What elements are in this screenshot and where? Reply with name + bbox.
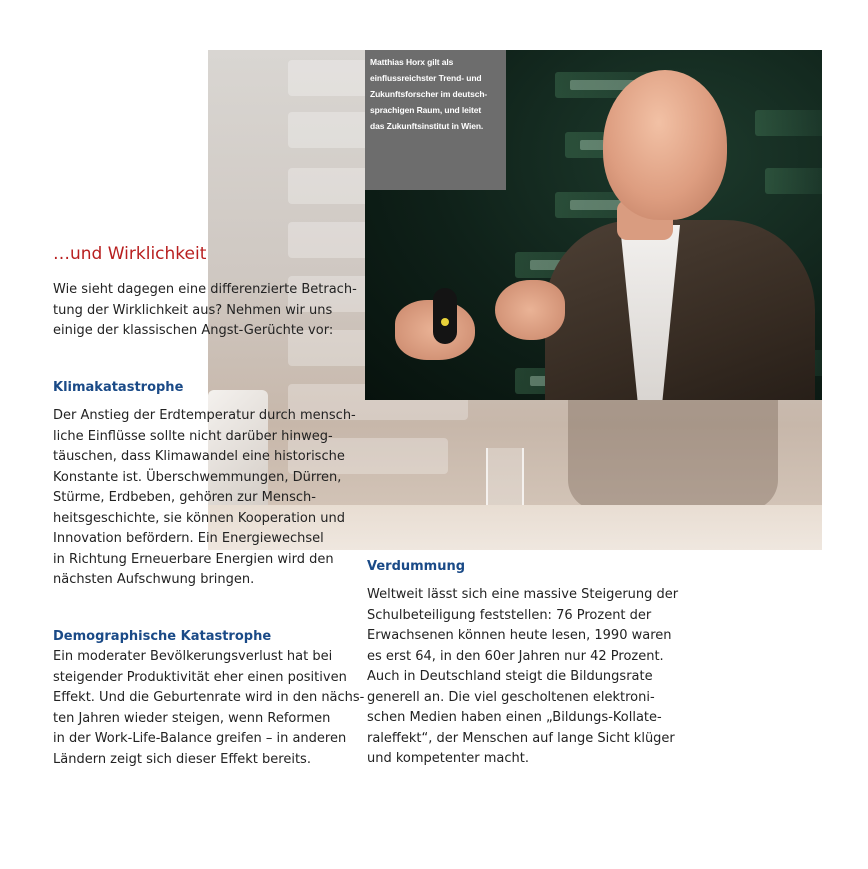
verdummung-line: Weltweit lässt sich eine massive Steigerung der [367,587,679,602]
demographie-line: ten Jahren wieder steigen, wenn Reformen [53,710,331,726]
klima-line: Der Anstieg der Erdtemperatur durch mensch- [53,408,356,423]
speaker-head-shape [603,70,727,220]
verdummung-line: und kompetenter macht. [367,751,529,766]
klima-line: Konstante ist. Überschwemmungen, Dürren, [53,469,342,485]
klima-line: liche Einflüsse sollte nicht darüber hinweg- [53,428,333,444]
section-headline: …und Wirklichkeit [53,244,207,264]
klima-line: Innovation befördern. Ein Energiewechsel [53,531,324,546]
speaker-body-shape [545,220,815,400]
verdummung-line: Auch in Deutschland steigt die Bildungsrate [367,669,653,684]
verdummung-paragraph [367,585,678,770]
presenter-clicker-shape [433,288,457,344]
photo-caption-line: sprachigen Raum, und leitet [370,105,482,115]
demographie-heading: Demographische Katastrophe [53,629,272,644]
klima-line: nächsten Aufschwung bringen. [53,572,255,587]
intro-line: tung der Wirklichkeit aus? Nehmen wir uns [53,302,333,318]
klima-heading: Klimakatastrophe [53,380,184,395]
demographie-line: Ein moderater Bevölkerungsverlust hat bei [53,649,333,664]
verdummung-line: Erwachsenen können heute lesen, 1990 waren [367,628,672,643]
demographie-line: steigender Produktivität eher einen positiven [53,669,347,685]
photo-caption-line: Matthias Horx gilt als [370,57,454,67]
intro-line: Wie sieht dagegen eine differenzierte Betrach- [53,282,357,297]
photo-caption-line: einflussreichster Trend- und [370,73,482,83]
demographie-line: Effekt. Und die Geburtenrate wird in den nächs- [53,690,365,705]
klima-line: heitsgeschichte, sie können Kooperation und [53,510,345,526]
demographie-line: in der Work-Life-Balance greifen – in anderen [53,731,347,746]
verdummung-heading: Verdummung [367,559,466,574]
intro-paragraph [53,280,357,342]
klima-paragraph [53,406,356,591]
verdummung-line: Schulbeteiligung feststellen: 76 Prozent der [367,607,652,623]
photo-caption-line: Zukunftsforscher im deutsch- [370,89,488,99]
verdummung-line: es erst 64, in den 60er Jahren nur 42 Prozent. [367,648,664,664]
photo-caption-line: das Zukunftsinstitut in Wien. [370,121,484,131]
speaker-right-hand-shape [495,280,565,340]
verdummung-line: schen Medien haben einen „Bildungs-Kollate- [367,710,662,725]
demographie-line: Ländern zeigt sich dieser Effekt bereits. [53,751,311,767]
photo-caption [365,50,506,190]
jacket-lower-shape [568,400,778,510]
klima-line: in Richtung Erneuerbare Energien wird den [53,551,334,567]
klima-line: Stürme, Erdbeben, gehören zur Mensch- [53,490,316,505]
verdummung-line: raleffekt“, der Menschen auf lange Sicht klüger [367,730,675,746]
demographie-paragraph [53,647,364,770]
verdummung-line: generell an. Die viel gescholtenen elektroni- [367,689,655,705]
intro-line: einige der klassischen Angst-Gerüchte vor: [53,323,334,338]
klima-line: täuschen, dass Klimawandel eine historische [53,449,345,464]
